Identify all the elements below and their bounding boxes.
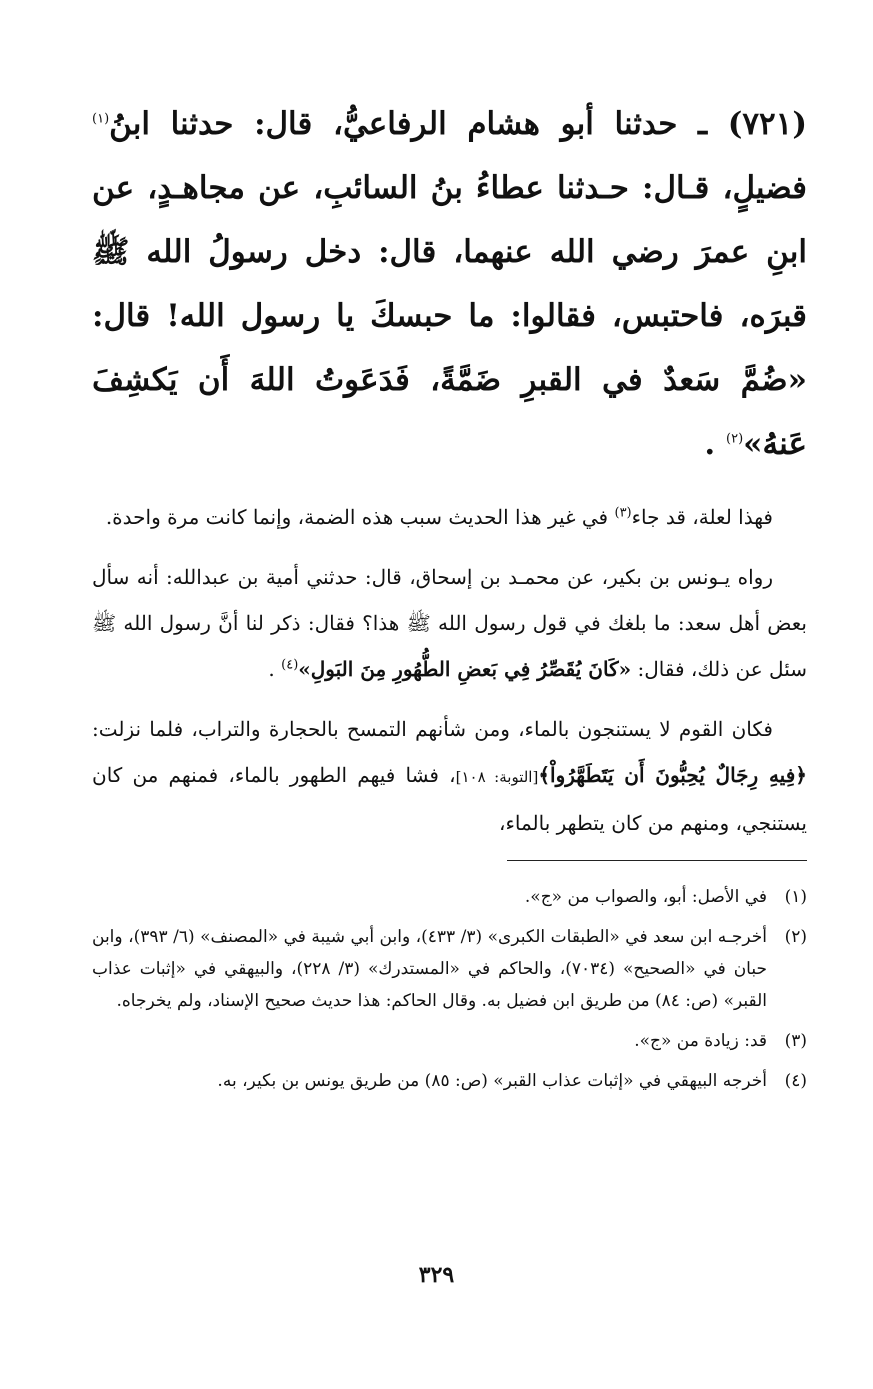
commentary-2-part-1: رواه يـونس بن بكير، عن محمـد بن إسحاق، قال: حدثني أمية بن عبدالله: أنه سأل بعض أهل سعد: ما بلغك في قول رسول الله ﷺ هذا؟ فقال: ذكر لنا أنَّ رسول الله ﷺ سئل عن ذلك، فقال: (92, 565, 807, 681)
page-number: ٣٢٩ (418, 1262, 455, 1288)
quran-verse: ﴿فِيهِ رِجَالٌ يُحِبُّونَ أَن يَتَطَهَّرُواْ﴾ (538, 763, 808, 787)
hadith-paragraph (92, 92, 807, 476)
footnote-text: قد: زيادة من «ج». (634, 1031, 767, 1051)
footnote-item (92, 1025, 807, 1057)
footnote-item (92, 921, 807, 1017)
footnote-ref-2[interactable]: (٢) (726, 431, 744, 447)
prophetic-quote: «كَانَ يُقَصِّرُ فِي بَعضِ الطُّهُورِ مِنَ البَولِ» (298, 657, 632, 681)
commentary-1-part-2: في غير هذا الحديث سبب هذه الضمة، وإنما كانت مرة واحدة. (105, 505, 615, 529)
hadith-dash: ـ (677, 106, 728, 142)
footnote-number: (٣) (784, 1031, 807, 1051)
hadith-text-part-2: فضيلٍ، قـال: حـدثنا عطاءُ بنُ السائبِ، عن مجاهـدٍ، عن ابنِ عمرَ رضي الله عنهما، قال: دخل رسولُ الله ﷺ قبرَه، فاحتبس، فقالوا: ما حبسكَ يا رسول الله! قال: «ضُمَّ سَعدٌ في القبرِ ضَمَّةً، فَدَعَوتُ اللهَ أَن يَكشِفَ عَنهُ» (92, 170, 807, 462)
commentary-3-part-1: فكان القوم لا يستنجون بالماء، ومن شأنهم التمسح بالحجارة والتراب، فلما نزلت: (92, 717, 773, 741)
commentary-1-part-1: فهذا لعلة، قد جاء (631, 505, 773, 529)
commentary-3-part-2: ، فشا فيهم الطهور بالماء، فمنهم من كان يستنجي، ومنهم من كان يتطهر بالماء، (92, 763, 807, 835)
footnote-divider (507, 860, 807, 861)
footnote-number: (١) (784, 887, 807, 907)
commentary-2-end: . (268, 657, 282, 681)
footnote-text: أخرجـه ابن سعد في «الطبقات الكبرى» (٣/ ٤٣٣)، وابن أبي شيبة في «المصنف» (٦/ ٣٩٣)، وابن حبان في «الصحيح» (٧٠٣٤)، والحاكم في «المستدرك» (٣/ ٢٢٨)، والبيهقي في «إثبات عذاب القبر» (ص: ٨٤) من طريق ابن فضيل به. وقال الحاكم: هذا حديث صحيح الإسناد، ولم يخرجاه. (92, 927, 768, 1011)
verse-reference: [التوبة: ١٠٨] (455, 768, 539, 786)
hadith-text-part-1: حدثنا أبو هشام الرفاعيُّ، قال: حدثنا ابنُ (109, 106, 678, 142)
footnotes-section (92, 881, 807, 1097)
footnote-item (92, 1065, 807, 1097)
footnote-ref-3[interactable]: (٣) (614, 505, 632, 521)
hadith-number: (٧٢١) (727, 106, 807, 142)
footnote-item (92, 881, 807, 913)
hadith-end: . (704, 426, 726, 462)
footnote-text: في الأصل: أبو، والصواب من «ج». (524, 887, 767, 907)
footnote-number: (٢) (784, 927, 807, 947)
commentary-paragraph-1 (92, 494, 807, 540)
footnote-ref-1[interactable]: (١) (92, 111, 110, 127)
commentary-paragraph-3 (92, 706, 807, 846)
commentary-paragraph-2 (92, 554, 807, 692)
footnote-text: أخرجه البيهقي في «إثبات عذاب القبر» (ص: ٨٥) من طريق يونس بن بكير، به. (217, 1071, 767, 1091)
footnote-number: (٤) (784, 1071, 807, 1091)
footnote-ref-4[interactable]: (٤) (281, 657, 299, 673)
